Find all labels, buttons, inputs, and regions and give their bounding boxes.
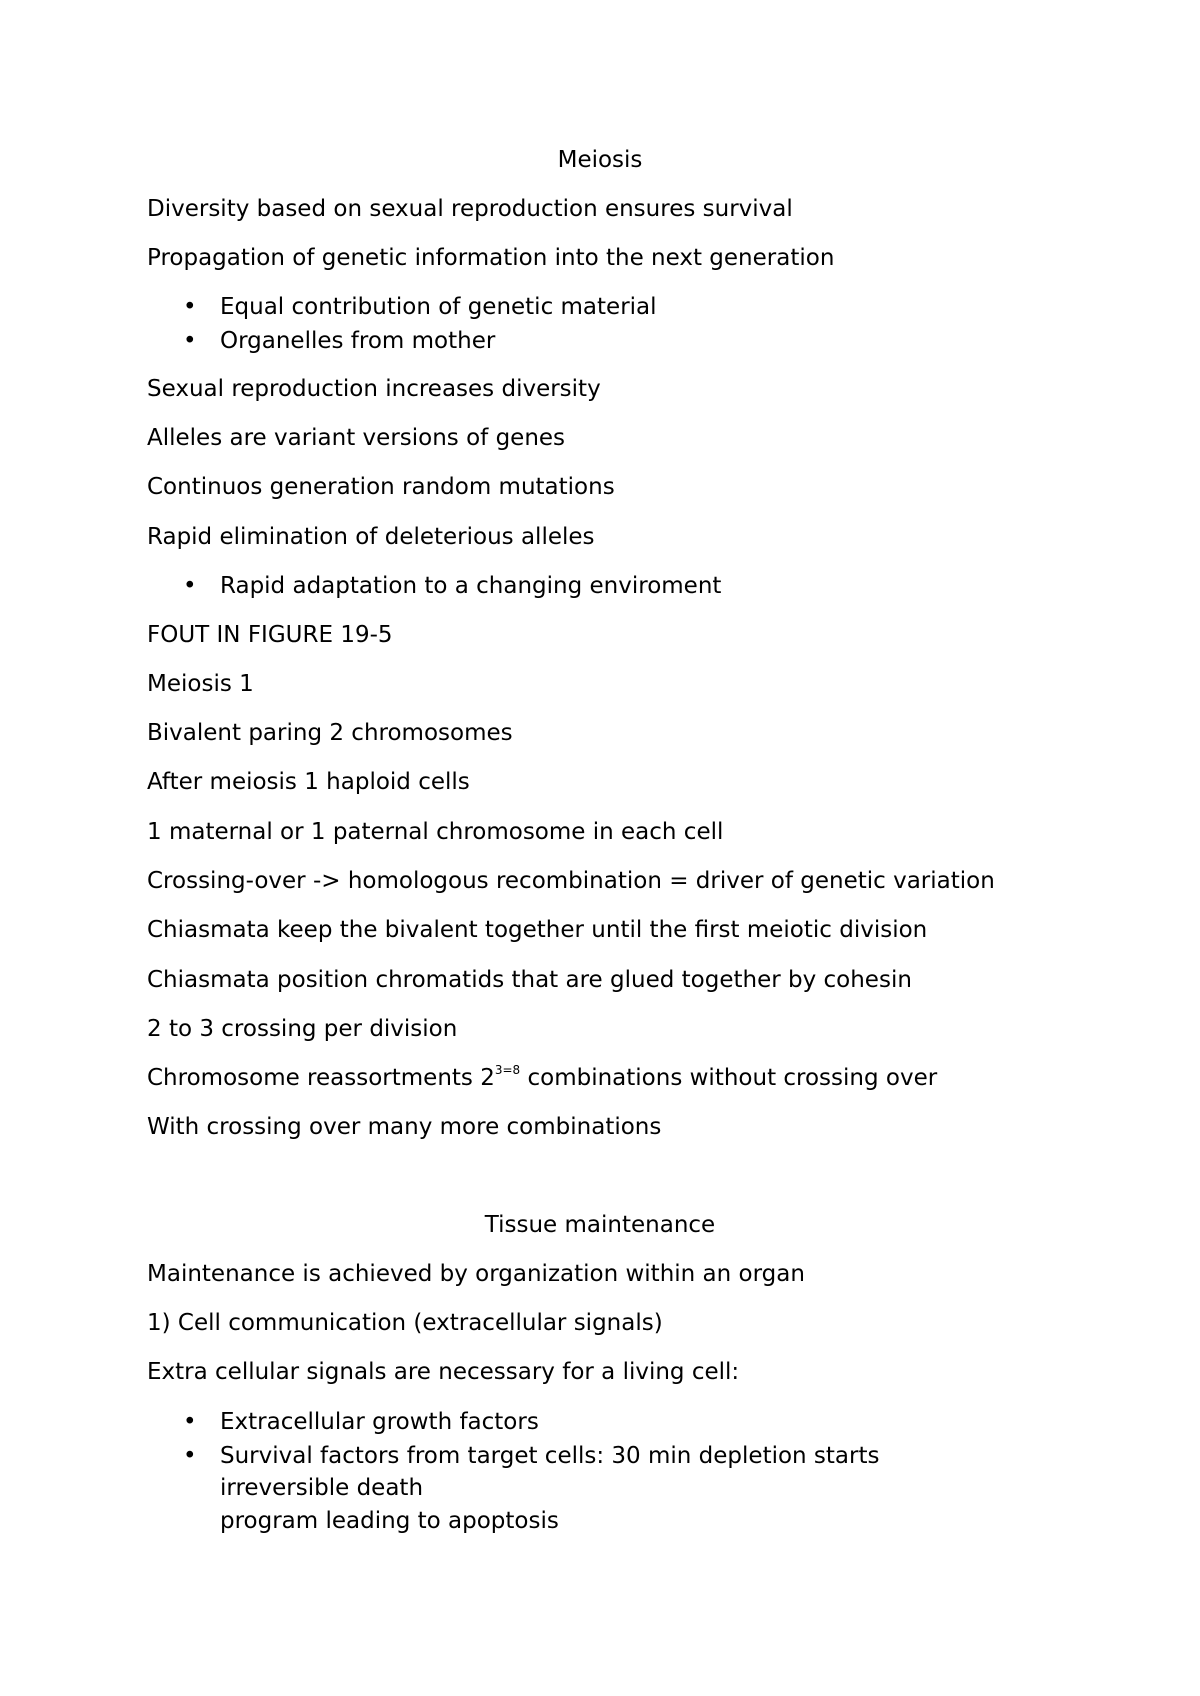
bullet-icon: •: [183, 294, 197, 320]
bullet-icon: •: [183, 1409, 197, 1435]
text-line: After meiosis 1 haploid cells: [147, 769, 470, 795]
bullet-text: Rapid adaptation to a changing enviroment: [220, 573, 722, 599]
bullet-text: program leading to apoptosis: [220, 1508, 559, 1534]
reassortment-text-after: combinations without crossing over: [520, 1065, 938, 1091]
text-line: Crossing-over -> homologous recombination = driver of genetic variation: [147, 868, 995, 894]
text-line: Diversity based on sexual reproduction ensures survival: [147, 196, 793, 222]
text-line: Alleles are variant versions of genes: [147, 425, 566, 451]
text-line: Continuos generation random mutations: [147, 474, 615, 500]
text-line: Meiosis 1: [147, 671, 254, 697]
text-line: Extra cellular signals are necessary for a living cell:: [147, 1359, 740, 1385]
bullet-icon: •: [183, 328, 197, 354]
text-line: 1 maternal or 1 paternal chromosome in each cell: [147, 819, 724, 845]
text-line: 2 to 3 crossing per division: [147, 1016, 458, 1042]
bullet-text: Equal contribution of genetic material: [220, 294, 657, 320]
section-title-meiosis: Meiosis: [557, 147, 643, 173]
text-line: Maintenance is achieved by organization within an organ: [147, 1261, 805, 1287]
bullet-icon: •: [183, 573, 197, 599]
bullet-text: Survival factors from target cells: 30 min depletion starts: [220, 1443, 880, 1469]
text-line: Sexual reproduction increases diversity: [147, 376, 601, 402]
text-line: Rapid elimination of deleterious alleles: [147, 524, 595, 550]
reassortment-superscript: 3=8: [494, 1063, 521, 1077]
text-line: Chiasmata keep the bivalent together until the first meiotic division: [147, 917, 928, 943]
reassortment-text-before: Chromosome reassortments 2: [147, 1065, 495, 1091]
bullet-text: irreversible death: [220, 1475, 424, 1501]
text-line: With crossing over many more combinations: [147, 1114, 662, 1140]
text-line: Propagation of genetic information into the next generation: [147, 245, 835, 271]
text-line-reassortment: [147, 1064, 937, 1092]
text-line: Bivalent paring 2 chromosomes: [147, 720, 513, 746]
text-line: FOUT IN FIGURE 19-5: [147, 622, 393, 648]
bullet-icon: •: [183, 1443, 197, 1469]
section-title-tissue-maintenance: Tissue maintenance: [484, 1212, 716, 1238]
text-line: 1) Cell communication (extracellular signals): [147, 1310, 663, 1336]
bullet-text: Organelles from mother: [220, 328, 496, 354]
bullet-text: Extracellular growth factors: [220, 1409, 539, 1435]
text-line: Chiasmata position chromatids that are glued together by cohesin: [147, 967, 912, 993]
